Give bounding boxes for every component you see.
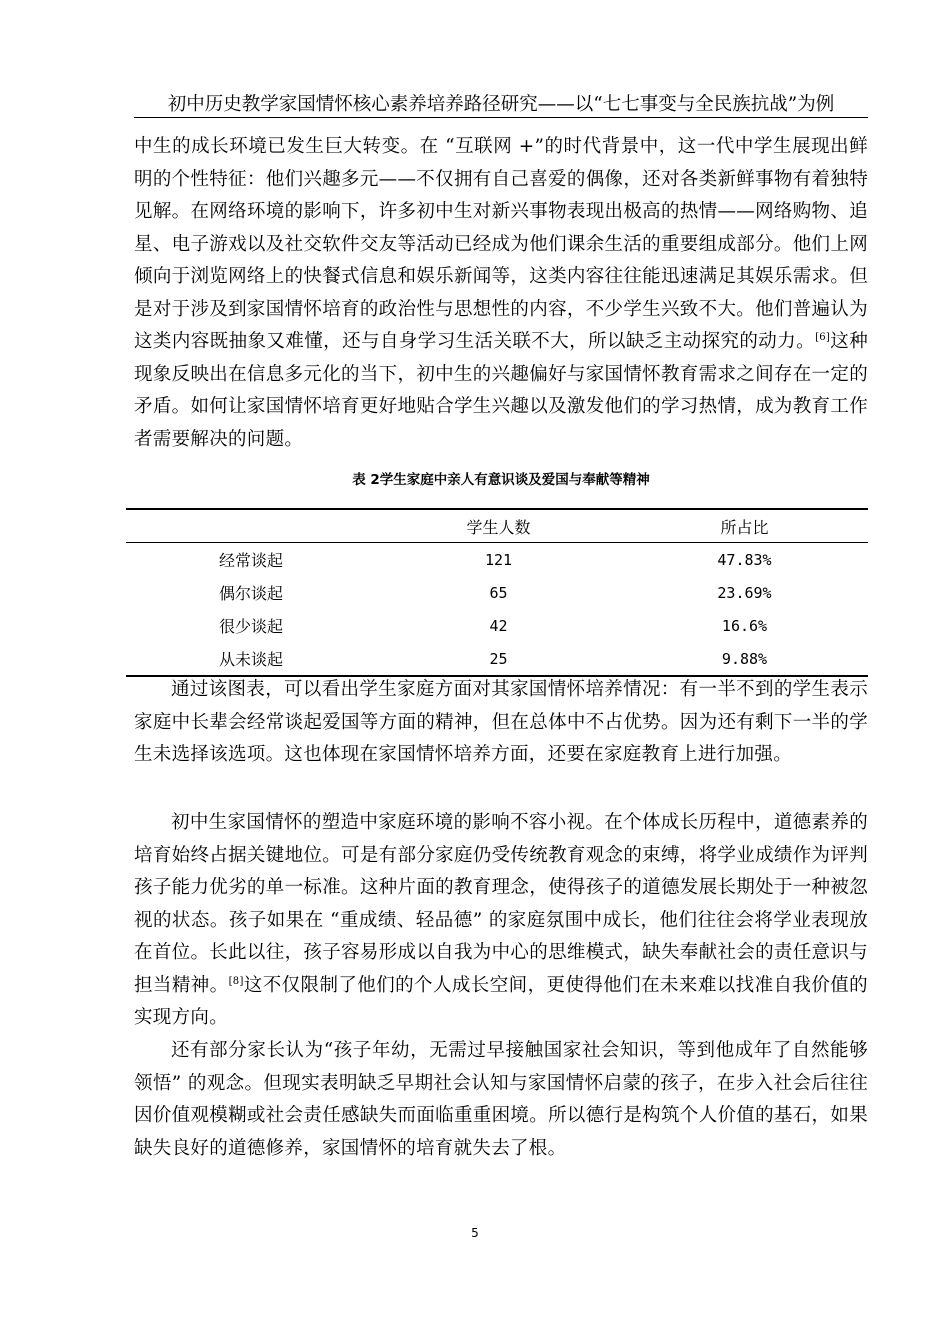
paragraph-3 [134,807,868,1035]
table-cell-percent: 9.88% [621,642,868,676]
table-cell-count: 25 [376,642,621,676]
paragraph-3-text-b: 这不仅限制了他们的个人成长空间，更使得他们在未来难以找准自我价值的实现方向。 [134,974,868,1028]
table-cell-percent: 47.83% [717,550,772,569]
paragraph-1 [134,131,868,456]
table-cell-category: 经常谈起 [218,551,283,570]
paragraph-3-text-a: 初中生家国情怀的塑造中家庭环境的影响不容小视。在个体成长历程中，道德素养的培育始终占据关键地位。可是有部分家庭仍受传统教育观念的束缚，将学业成绩作为评判孩子能力优劣的单一标准。这种片面的教育理念，使得孩子的道德发展长期处于一种被忽视的状态。孩子如果在 “重成绩、轻品德” 的家庭氛围中成长，他们往往会将学业表现放在首位。长此以往，孩子容易形成以自我为中心的思维模式，缺失奉献社会的责任意识与担当精神。 [134,812,868,996]
header-rule [134,117,868,118]
table-row [126,543,868,577]
paragraph-4: 还有部分家长认为“孩子年幼，无需过早接触国家社会知识，等到他成年了自然能够领悟” 的观念。但现实表明缺乏早期社会认知与家国情怀启蒙的孩子，在步入社会后往往因价值观模糊或社会责任感缺失而面临重重困境。所以德行是构筑个人价值的基石，如果缺失良好的道德修养，家国情怀的培育就失去了根。 [134,1040,868,1159]
table-cell-percent: 16.6% [721,616,768,635]
table-header-cell: 学生人数 [376,509,621,543]
table-cell-count: 42 [489,616,508,635]
citation-8: [8] [228,975,244,987]
table-row [126,609,868,642]
table-cell-count: 65 [489,583,508,602]
table-row [126,576,868,609]
table-cell-count: 121 [484,550,513,569]
citation-6: [6] [815,332,831,343]
paragraph-2: 通过该图表，可以看出学生家庭方面对其家国情怀培养情况：有一半不到的学生表示家庭中长辈会经常谈起爱国等方面的精神，但在总体中不占优势。因为还有剩下一半的学生未选择该选项。这也体现在家国情怀培养方面，还要在家庭教育上进行加强。 [134,679,868,765]
table-cell-category: 很少谈起 [218,617,283,636]
table-header-row [126,509,868,543]
paragraph-1-text-a: 中生的成长环境已发生巨大转变。在 “互联网 +”的时代背景中，这一代中学生展现出鲜明的个性特征：他们兴趣多元——不仅拥有自己喜爱的偶像，还对各类新鲜事物有着独特见解。在网络环境的影响下，许多初中生对新兴事物表现出极高的热情——网络购物、追星、电子游戏以及社交软件交友等活动已经成为他们课余生活的重要组成部分。他们上网倾向于浏览网络上的快餐式信息和娱乐新闻等，这类内容往往能迅速满足其娱乐需求。但是对于涉及到家国情怀培育的政治性与思想性的内容，不少学生兴致不大。他们普遍认为这类内容既抽象又难懂，还与自身学习生活关联不大，所以缺乏主动探究的动力。 [134,136,868,352]
table-cell-percent: 23.69% [717,583,772,602]
table-cell-category: 偶尔谈起 [218,584,283,603]
table-header-cell [126,509,376,543]
table-cell-category: 从未谈起 [126,642,376,676]
page-number: 5 [471,1226,479,1240]
paragraph-1-text-b: 这种现象反映出在信息多元化的当下，初中生的兴趣偏好与家国情怀教育需求之间存在一定的矛盾。如何让家国情怀培育更好地贴合学生兴趣以及激发他们的学习热情，成为教育工作者需要解决的问题。 [134,331,868,450]
running-header: 初中历史教学家国情怀核心素养培养路径研究——以“七七事变与全民族抗战”为例 [167,94,835,115]
data-table [126,508,868,677]
table-caption: 表 2学生家庭中亲人有意识谈及爱国与奉献等精神 [352,472,650,488]
table-row [126,642,868,676]
table-header-cell: 所占比 [621,509,868,543]
